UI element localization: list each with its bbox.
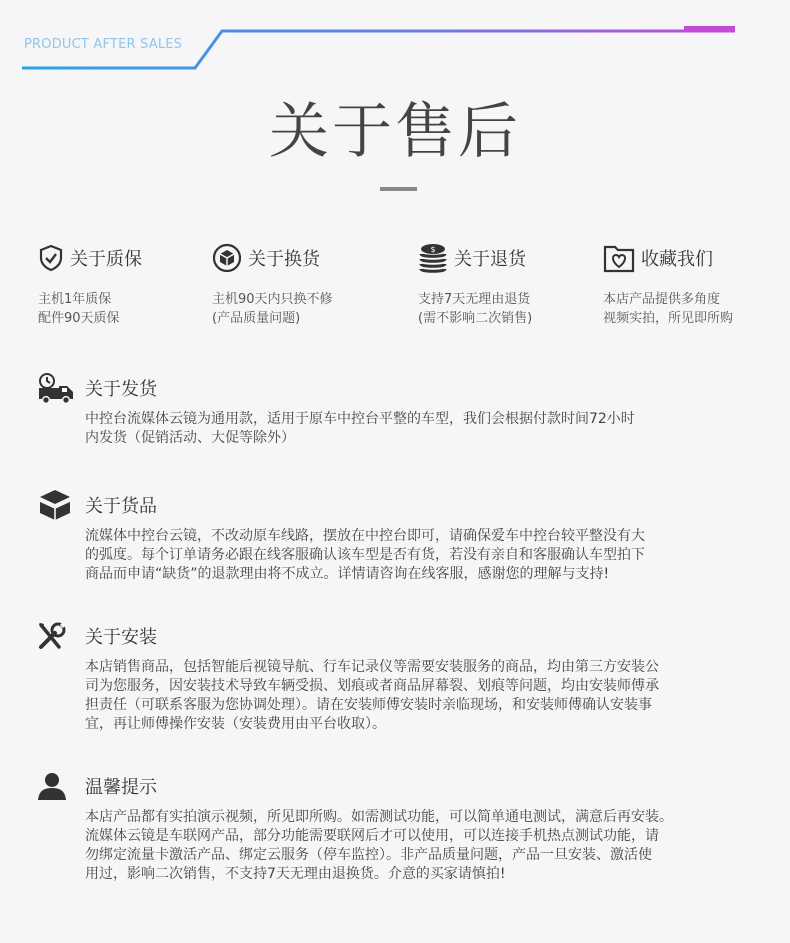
section-installation	[37, 618, 757, 734]
section-body	[85, 410, 757, 448]
section-line: 中控台流媒体云镜为通用款，适用于原车中控台平整的车型，我们会根据付款时间72小时	[85, 411, 635, 427]
section-line: 流媒体中控台云镜，不改动原车线路，摆放在中控台即可，请确保爱车中控台较平整没有大	[85, 528, 645, 544]
feature-desc-line: 主机1年质保	[38, 292, 112, 307]
section-line: 商品而申请“缺货”的退款理由将不成立。详情请咨询在线客服，感谢您的理解与支持!	[85, 566, 610, 582]
feature-desc-line: 主机90天内只换不修	[212, 292, 333, 307]
feature-desc-line: (需不影响二次销售)	[418, 311, 533, 326]
section-title: 关于发货	[85, 379, 157, 400]
feature-desc-line: 视频实拍，所见即所购	[603, 311, 734, 326]
section-line: 用过，影响二次销售，不支持7天无理由退换货。介意的买家请慎拍!	[85, 866, 506, 882]
section-body	[85, 527, 757, 584]
feature-title: 关于换货	[248, 249, 320, 270]
title-divider	[380, 187, 417, 191]
section-line: 宜，再让师傅操作安装（安装费用由平台收取）。	[85, 716, 386, 732]
section-line: 的弧度。每个订单请务必跟在线客服确认该车型是否有货，若没有亲自和客服确认车型拍下	[85, 547, 645, 563]
open-box-icon	[37, 488, 85, 522]
feature-desc-line: (产品质量问题)	[212, 311, 301, 326]
section-line: 司为您服务，因安装技术导致车辆受损、划痕或者商品屏幕裂、划痕等问题，均由安装师傅承	[85, 678, 659, 694]
section-line: 勿绑定流量卡激活产品、绑定云服务（停车监控）。非产品质量问题，产品一旦安装、激活使	[85, 847, 652, 863]
section-title: 温馨提示	[85, 777, 157, 798]
header-banner	[0, 0, 790, 80]
feature-desc-line: 支持7天无理由退货	[418, 292, 531, 307]
feature-favorite	[603, 240, 733, 328]
feature-desc-line: 配件90天质保	[38, 311, 120, 326]
section-line: 担责任（可联系客服为您协调处理）。请在安装师傅安装时亲临现场，和安装师傅确认安装事	[85, 697, 652, 713]
feature-return	[418, 240, 532, 328]
wrench-screwdriver-icon	[37, 621, 85, 651]
section-goods	[37, 487, 757, 584]
section-shipping	[37, 370, 757, 448]
section-line: 流媒体云镜是车联网产品，部分功能需要联网后才可以使用，可以连接手机热点测试功能，请	[85, 828, 659, 844]
banner-subtitle: PRODUCT AFTER SALES	[24, 37, 183, 52]
user-icon	[37, 771, 85, 801]
section-title: 关于货品	[85, 496, 157, 517]
shield-check-icon	[38, 244, 64, 272]
section-title: 关于安装	[85, 627, 157, 648]
page-title: 关于售后	[269, 97, 521, 167]
section-line: 本店销售商品，包括智能后视镜导航、行车记录仪等需要安装服务的商品，均由第三方安装公	[85, 659, 659, 675]
coin-stack-icon	[418, 242, 448, 274]
section-line: 本店产品都有实拍演示视频，所见即所购。如需测试功能，可以简单通电测试，满意后再安装。	[85, 809, 673, 825]
feature-exchange	[212, 240, 333, 328]
feature-title: 收藏我们	[641, 249, 713, 270]
section-tips	[37, 768, 757, 884]
section-body	[85, 658, 757, 734]
feature-title: 关于退货	[454, 249, 526, 270]
svg-text:$: $	[430, 245, 436, 254]
delivery-truck-icon	[37, 372, 85, 404]
feature-title: 关于质保	[70, 249, 142, 270]
section-body	[85, 808, 757, 884]
cube-exchange-icon	[212, 243, 242, 273]
feature-desc-line: 本店产品提供多角度	[603, 292, 721, 307]
heart-folder-icon	[603, 243, 635, 273]
feature-warranty	[38, 240, 142, 328]
section-line: 内发货（促销活动、大促等除外）	[85, 430, 295, 446]
